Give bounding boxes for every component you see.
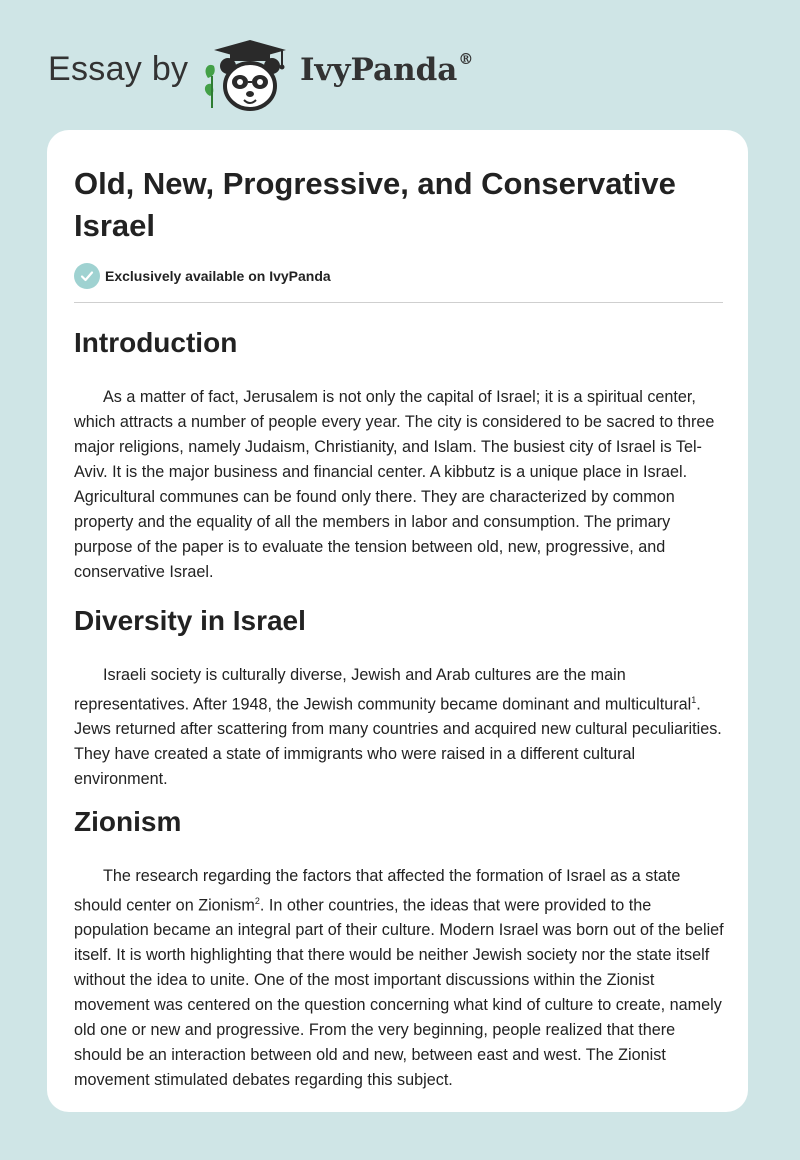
panda-logo-icon[interactable] xyxy=(200,36,290,116)
footnote-link[interactable]: 1 xyxy=(691,695,697,705)
brand-text: IvyPanda xyxy=(300,52,458,88)
paragraph-text: . Jews returned after scattering from many countries and acquired new cultural peculiarities. They have created a state of immigrants who were raised in a different cultural environment. xyxy=(74,695,722,789)
divider xyxy=(74,302,723,303)
paragraph-introduction: As a matter of fact, Jerusalem is not only the capital of Israel; it is a spiritual center, which attracts a number of people every year. The city is considered to be sacred to three major religions, namely Judaism, Christianity, and Islam. The busiest city of Israel is Tel-Aviv. It is the major business and financial center. A kibbutz is a unique place in Israel. Agricultural communes can be found only there. They are characterized by common property and the equality of all the members in labor and consumption. The primary purpose of the paper is to evaluate the tension between old, new, progressive, and conservative Israel. xyxy=(74,388,715,581)
paragraph-text: Israeli society is culturally diverse, Jewish and Arab cultures are the main representatives. After 1948, the Jewish community became dominant and multicultural xyxy=(74,666,692,714)
exclusive-badge xyxy=(74,262,331,290)
paragraph-diversity xyxy=(74,663,724,792)
essay-by-label: Essay by xyxy=(48,50,189,88)
paragraph-text: . In other countries, the ideas that were provided to the population became an integral part of their culture. Modern Israel was born out of the belief itself. It is worth highlighting that there would be neither Jewish society nor the state itself without the idea to unite. One of the most important discussions within the Zionist movement was centered on the question concerning what kind of culture to create, namely old one or new and progressive. From the very beginning, people realized that there should be an interaction between old and new, between east and west. The Zionist movement stimulated debates regarding this subject. xyxy=(74,896,724,1090)
essay-title: Old, New, Progressive, and Conservative Israel xyxy=(74,166,676,243)
section-heading-zionism: Zionism xyxy=(74,806,182,837)
paragraph-text: The research regarding the factors that affected the formation of Israel as a state should center on Zionism xyxy=(74,867,681,915)
paragraph-zionism xyxy=(74,864,724,1093)
site-header xyxy=(48,28,748,118)
registered-mark: ® xyxy=(458,50,474,68)
footnote-link[interactable]: 2 xyxy=(254,896,260,906)
section-heading-diversity: Diversity in Israel xyxy=(74,605,306,636)
badge-text: Exclusively available on IvyPanda xyxy=(105,268,331,284)
brand-name[interactable] xyxy=(300,52,473,88)
section-heading-introduction: Introduction xyxy=(74,327,238,358)
essay-card xyxy=(47,130,748,1112)
checkmark-icon xyxy=(74,263,100,289)
